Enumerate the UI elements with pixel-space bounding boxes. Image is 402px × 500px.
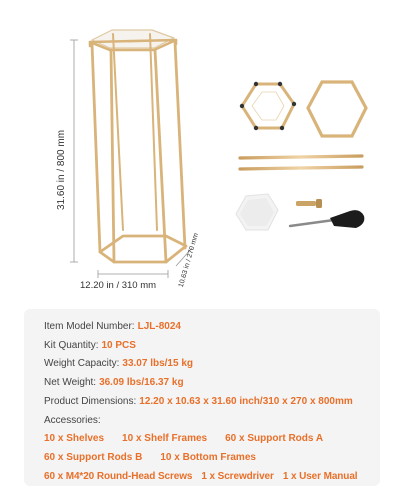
screwdriver-icon (290, 210, 364, 228)
rod-right (175, 42, 185, 248)
accessory-item: 60 x Support Rods A (225, 433, 324, 445)
accessories-label: Accessories: (44, 414, 101, 426)
spec-value: 36.09 lbs/16.37 kg (99, 377, 184, 389)
spec-label: Weight Capacity: (44, 358, 120, 370)
dimension-lines (70, 40, 192, 278)
screw-part (296, 199, 322, 208)
rod-front-left (111, 50, 114, 262)
rod-left (92, 44, 100, 252)
bottom-frame-part (308, 82, 366, 136)
column-stand (90, 30, 186, 262)
support-rods (240, 156, 362, 169)
spec-label: Product Dimensions: (44, 395, 137, 407)
accessory-item: 60 x Support Rods B (44, 451, 143, 463)
spec-label: Item Model Number: (44, 321, 135, 332)
specifications-card (24, 309, 380, 486)
spec-row-model (44, 318, 380, 337)
spec-value: 33.07 lbs/15 kg (122, 358, 194, 370)
accessory-item: 60 x M4*20 Round-Head Screws (44, 470, 193, 482)
accessories-line-3 (44, 468, 380, 487)
width-dimension-label: 12.20 in / 310 mm (80, 280, 157, 291)
accessories-line-2 (44, 449, 380, 468)
spec-row-weight-capacity (44, 355, 380, 374)
accessory-item: 10 x Shelf Frames (122, 433, 208, 445)
accessory-item: 1 x Screwdriver (201, 470, 274, 482)
depth-dimension-label: 10.63 in / 270 mm (177, 232, 201, 289)
spec-row-dimensions (44, 393, 380, 412)
accessory-item: 10 x Bottom Frames (160, 451, 256, 463)
shelf-frame-with-screws (240, 82, 296, 130)
accessory-item: 10 x Shelves (44, 433, 105, 445)
spec-label: Kit Quantity: (44, 339, 99, 351)
spec-value: 12.20 x 10.63 x 31.60 inch/310 x 270 x 800mm (139, 395, 353, 407)
spec-row-kit-quantity (44, 337, 380, 356)
spec-value: LJL-8024 (137, 321, 181, 332)
accessories-line-1 (44, 430, 380, 449)
spec-row-net-weight (44, 374, 380, 393)
accessory-item: 1 x User Manual (282, 470, 358, 482)
spec-label: Net Weight: (44, 377, 97, 389)
shelf-tile (236, 194, 278, 230)
spec-value: 10 PCS (101, 339, 136, 351)
accessories-heading (44, 412, 380, 431)
height-dimension-label: 31.60 in / 800 mm (56, 129, 67, 210)
